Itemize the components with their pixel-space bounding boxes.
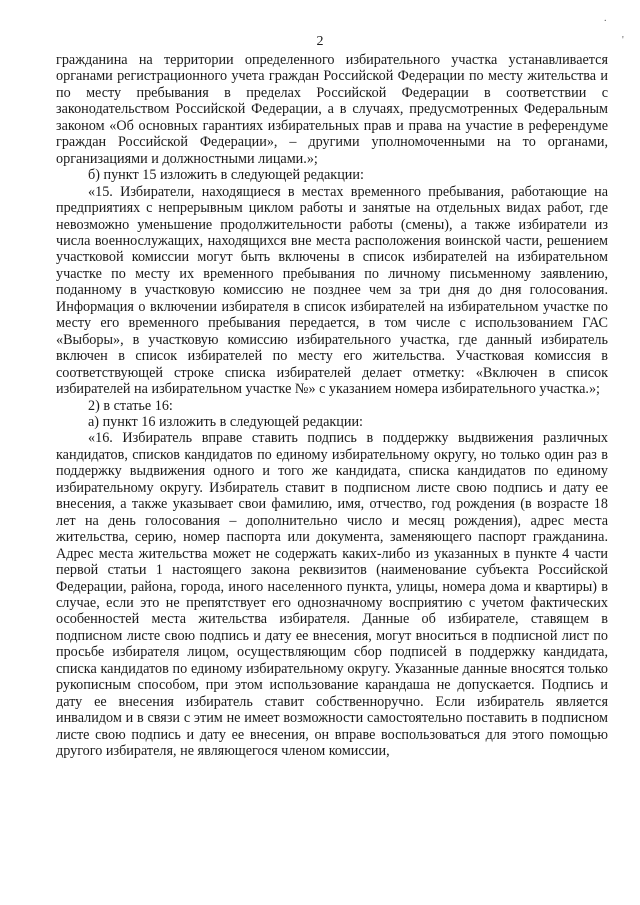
document-body [56,52,608,759]
paragraph-continuation: гражданина на территории определенного избирательного участка устанавливается органами регистрационного учета граждан Российской Федерации по месту жительства и по месту пребывания в пределах Российской Федерации в соответствии с законодательством Российской Федерации, а в случаях, предусмотренных Федеральным законом «Об основных гарантиях избирательных прав и права на участие в референдуме граждан Российской Федерации», – другими уполномоченными на то органами, организациями и должностными лицами.»; [56,52,608,167]
page-number: 2 [316,34,324,49]
scan-speck: . [604,13,607,24]
paragraph-point-15: «15. Избиратели, находящиеся в местах временного пребывания, работающие на предприятиях с непрерывным циклом работы и занятые на отдельных видах работ, где невозможно уменьшение продолжительности работы (смены), а также избиратели из числа военнослужащих, находящихся вне места расположения воинской части, решением участковой комиссии могут быть включены в список избирателей на избирательном участке по месту их временного пребывания по личному письменному заявлению, поданному в участковую комиссию не позднее чем за три дня до дня голосования. Информация о включении избирателя в список избирателей на избирательном участке по месту его временного пребывания передается, в том числе с использованием ГАС «Выборы», в участковую комиссию избирательного участка, где данный избиратель включен в список избирателей по месту его жительства. Участковая комиссия в соответствующей строке списка избирателей делает отметку: «Включен в список избирателей на избирательном участке №» с указанием номера избирательного участка.»; [56,183,608,398]
paragraph-item-b: б) пункт 15 изложить в следующей редакции: [88,167,364,184]
paragraph-article-16: 2) в статье 16: [88,397,173,414]
paragraph-item-a: а) пункт 16 изложить в следующей редакции: [88,413,363,430]
paragraph-point-16: «16. Избиратель вправе ставить подпись в поддержку выдвижения различных кандидатов, списков кандидатов по единому избирательному округу, но только один раз в поддержку выдвижения одного и того же кандидата, списка кандидатов по единому избирательному округу. Избиратель ставит в подписном листе свою подпись и дату ее внесения, а также указывает свои фамилию, имя, отчество, год рождения (в возрасте 18 лет на день голосования – дополнительно число и месяц рождения), адрес места жительства, серию, номер паспорта или документа, заменяющего паспорт гражданина. Адрес места жительства может не содержать каких-либо из указанных в пункте 4 части первой статьи 1 настоящего закона реквизитов (наименование субъекта Российской Федерации, района, города, иного населенного пункта, улицы, номера дома и квартиры) в случае, если это не препятствует его однозначному восприятию с учетом фактических особенностей места жительства избирателя. Данные об избирателе, ставящем в подписном листе свою подпись и дату ее внесения, могут вноситься в подписной лист по просьбе избирателя лицом, осуществляющим сбор подписей в поддержку кандидата, списка кандидатов по единому избирательному округу. Указанные данные вносятся только рукописным способом, при этом использование карандаша не допускается. Подпись и дату ее внесения избиратель ставит собственноручно. Если избиратель является инвалидом и в связи с этим не имеет возможности самостоятельно поставить в подписном листе свою подпись и дату ее внесения, он вправе воспользоваться для этого помощью другого избирателя, не являющегося членом комиссии, [56,430,608,760]
scan-speck: ' [622,35,624,46]
